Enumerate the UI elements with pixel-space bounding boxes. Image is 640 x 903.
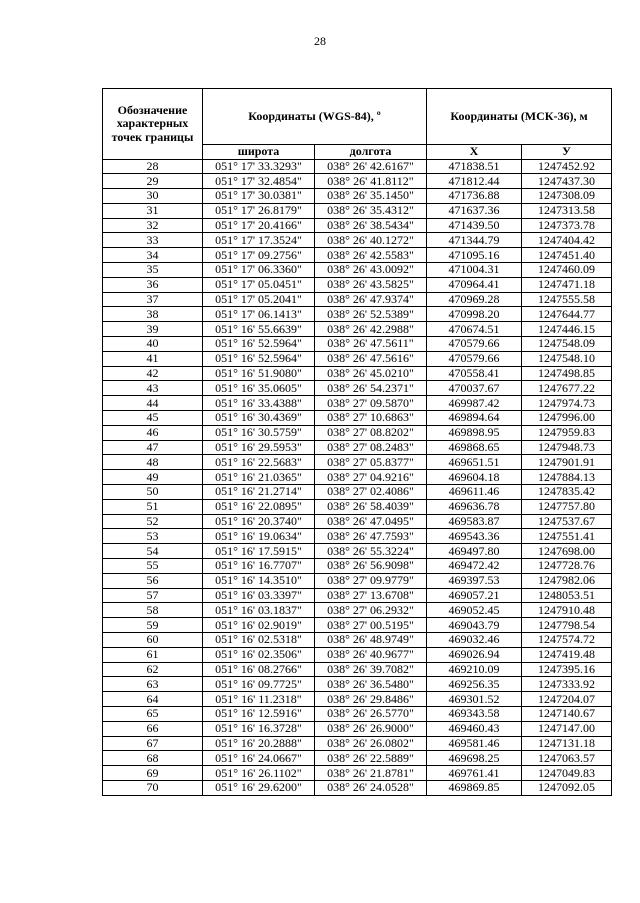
longitude-cell: 038° 26' 21.8781" — [315, 766, 427, 781]
point-id-cell: 65 — [103, 706, 203, 721]
table-row — [103, 233, 612, 248]
latitude-cell: 051° 16' 21.0365" — [203, 470, 315, 485]
latitude-cell: 051° 17' 06.3360" — [203, 263, 315, 278]
table-row — [103, 573, 612, 588]
y-cell: 1247404.42 — [522, 233, 612, 248]
y-cell: 1247373.78 — [522, 218, 612, 233]
longitude-cell: 038° 26' 47.5616" — [315, 351, 427, 366]
table-row — [103, 499, 612, 514]
table-row — [103, 647, 612, 662]
y-cell: 1247451.40 — [522, 248, 612, 263]
point-id-cell: 58 — [103, 603, 203, 618]
x-cell: 469057.21 — [427, 588, 522, 603]
point-id-cell: 33 — [103, 233, 203, 248]
x-cell: 471838.51 — [427, 159, 522, 174]
x-cell: 469636.78 — [427, 499, 522, 514]
y-cell: 1247959.83 — [522, 425, 612, 440]
longitude-cell: 038° 27' 04.9216" — [315, 470, 427, 485]
y-cell: 1247548.10 — [522, 351, 612, 366]
latitude-cell: 051° 16' 52.5964" — [203, 351, 315, 366]
header-msk36-coordinates: Координаты (МСК-36), м — [427, 89, 612, 145]
y-cell: 1247644.77 — [522, 307, 612, 322]
latitude-cell: 051° 16' 22.5683" — [203, 455, 315, 470]
y-cell: 1247551.41 — [522, 529, 612, 544]
y-cell: 1247460.09 — [522, 263, 612, 278]
y-cell: 1247498.85 — [522, 366, 612, 381]
longitude-cell: 038° 26' 42.2988" — [315, 322, 427, 337]
longitude-cell: 038° 26' 52.5389" — [315, 307, 427, 322]
latitude-cell: 051° 16' 30.4369" — [203, 411, 315, 426]
longitude-cell: 038° 26' 43.0092" — [315, 263, 427, 278]
y-cell: 1247452.92 — [522, 159, 612, 174]
x-cell: 471736.88 — [427, 189, 522, 204]
latitude-cell: 051° 16' 20.2888" — [203, 736, 315, 751]
table-row — [103, 411, 612, 426]
y-cell: 1247313.58 — [522, 203, 612, 218]
y-cell: 1247555.58 — [522, 292, 612, 307]
x-cell: 469869.85 — [427, 780, 522, 795]
header-y: У — [522, 145, 612, 160]
table-row — [103, 529, 612, 544]
table-row — [103, 751, 612, 766]
point-id-cell: 54 — [103, 544, 203, 559]
x-cell: 470037.67 — [427, 381, 522, 396]
longitude-cell: 038° 27' 02.4086" — [315, 485, 427, 500]
longitude-cell: 038° 26' 56.9098" — [315, 559, 427, 574]
y-cell: 1247974.73 — [522, 396, 612, 411]
longitude-cell: 038° 27' 10.6863" — [315, 411, 427, 426]
x-cell: 471439.50 — [427, 218, 522, 233]
point-id-cell: 61 — [103, 647, 203, 662]
point-id-cell: 31 — [103, 203, 203, 218]
table-row — [103, 677, 612, 692]
point-id-cell: 69 — [103, 766, 203, 781]
x-cell: 469043.79 — [427, 618, 522, 633]
table-row — [103, 337, 612, 352]
table-row — [103, 322, 612, 337]
point-id-cell: 32 — [103, 218, 203, 233]
longitude-cell: 038° 27' 08.2483" — [315, 440, 427, 455]
x-cell: 469343.58 — [427, 706, 522, 721]
x-cell: 469301.52 — [427, 692, 522, 707]
x-cell: 469604.18 — [427, 470, 522, 485]
x-cell: 471004.31 — [427, 263, 522, 278]
table-row — [103, 248, 612, 263]
longitude-cell: 038° 26' 26.9000" — [315, 721, 427, 736]
table-row — [103, 425, 612, 440]
x-cell: 469460.43 — [427, 721, 522, 736]
table-row — [103, 218, 612, 233]
table-row — [103, 381, 612, 396]
y-cell: 1247548.09 — [522, 337, 612, 352]
table-row — [103, 159, 612, 174]
longitude-cell: 038° 27' 09.9779" — [315, 573, 427, 588]
point-id-cell: 37 — [103, 292, 203, 307]
y-cell: 1247308.09 — [522, 189, 612, 204]
coordinates-table — [102, 88, 612, 796]
latitude-cell: 051° 16' 20.3740" — [203, 514, 315, 529]
y-cell: 1247996.00 — [522, 411, 612, 426]
longitude-cell: 038° 26' 47.5611" — [315, 337, 427, 352]
longitude-cell: 038° 26' 48.9749" — [315, 633, 427, 648]
latitude-cell: 051° 16' 33.4388" — [203, 396, 315, 411]
latitude-cell: 051° 16' 16.7707" — [203, 559, 315, 574]
y-cell: 1247677.22 — [522, 381, 612, 396]
point-id-cell: 46 — [103, 425, 203, 440]
table-row — [103, 455, 612, 470]
point-id-cell: 45 — [103, 411, 203, 426]
table-row — [103, 189, 612, 204]
latitude-cell: 051° 16' 29.5953" — [203, 440, 315, 455]
y-cell: 1247471.18 — [522, 277, 612, 292]
longitude-cell: 038° 26' 58.4039" — [315, 499, 427, 514]
latitude-cell: 051° 17' 05.0451" — [203, 277, 315, 292]
longitude-cell: 038° 26' 29.8486" — [315, 692, 427, 707]
point-id-cell: 48 — [103, 455, 203, 470]
y-cell: 1247204.07 — [522, 692, 612, 707]
point-id-cell: 51 — [103, 499, 203, 514]
x-cell: 469256.35 — [427, 677, 522, 692]
x-cell: 469894.64 — [427, 411, 522, 426]
point-id-cell: 70 — [103, 780, 203, 795]
longitude-cell: 038° 26' 22.5889" — [315, 751, 427, 766]
longitude-cell: 038° 26' 47.7593" — [315, 529, 427, 544]
y-cell: 1247049.83 — [522, 766, 612, 781]
y-cell: 1247437.30 — [522, 174, 612, 189]
y-cell: 1247798.54 — [522, 618, 612, 633]
y-cell: 1247395.16 — [522, 662, 612, 677]
y-cell: 1247574.72 — [522, 633, 612, 648]
x-cell: 469210.09 — [427, 662, 522, 677]
point-id-cell: 52 — [103, 514, 203, 529]
latitude-cell: 051° 16' 09.7725" — [203, 677, 315, 692]
latitude-cell: 051° 16' 22.0895" — [203, 499, 315, 514]
point-id-cell: 60 — [103, 633, 203, 648]
table-row — [103, 292, 612, 307]
longitude-cell: 038° 26' 42.6167" — [315, 159, 427, 174]
latitude-cell: 051° 17' 33.3293" — [203, 159, 315, 174]
x-cell: 471344.79 — [427, 233, 522, 248]
longitude-cell: 038° 26' 38.5434" — [315, 218, 427, 233]
x-cell: 470969.28 — [427, 292, 522, 307]
latitude-cell: 051° 16' 02.5318" — [203, 633, 315, 648]
header-x: X — [427, 145, 522, 160]
y-cell: 1247147.00 — [522, 721, 612, 736]
point-id-cell: 36 — [103, 277, 203, 292]
latitude-cell: 051° 16' 12.5916" — [203, 706, 315, 721]
latitude-cell: 051° 16' 17.5915" — [203, 544, 315, 559]
point-id-cell: 56 — [103, 573, 203, 588]
table-row — [103, 263, 612, 278]
latitude-cell: 051° 17' 32.4854" — [203, 174, 315, 189]
latitude-cell: 051° 16' 19.0634" — [203, 529, 315, 544]
longitude-cell: 038° 27' 00.5195" — [315, 618, 427, 633]
table-row — [103, 396, 612, 411]
y-cell: 1247446.15 — [522, 322, 612, 337]
longitude-cell: 038° 27' 05.8377" — [315, 455, 427, 470]
point-id-cell: 41 — [103, 351, 203, 366]
latitude-cell: 051° 17' 20.4166" — [203, 218, 315, 233]
x-cell: 469472.42 — [427, 559, 522, 574]
latitude-cell: 051° 17' 09.2756" — [203, 248, 315, 263]
point-id-cell: 29 — [103, 174, 203, 189]
longitude-cell: 038° 27' 13.6708" — [315, 588, 427, 603]
longitude-cell: 038° 26' 47.9374" — [315, 292, 427, 307]
table-row — [103, 366, 612, 381]
x-cell: 469543.36 — [427, 529, 522, 544]
latitude-cell: 051° 16' 02.9019" — [203, 618, 315, 633]
table-row — [103, 514, 612, 529]
x-cell: 470579.66 — [427, 351, 522, 366]
longitude-cell: 038° 27' 09.5870" — [315, 396, 427, 411]
latitude-cell: 051° 16' 55.6639" — [203, 322, 315, 337]
point-id-cell: 49 — [103, 470, 203, 485]
point-id-cell: 30 — [103, 189, 203, 204]
longitude-cell: 038° 26' 40.1272" — [315, 233, 427, 248]
table-row — [103, 544, 612, 559]
table-row — [103, 559, 612, 574]
latitude-cell: 051° 16' 24.0667" — [203, 751, 315, 766]
latitude-cell: 051° 17' 17.3524" — [203, 233, 315, 248]
longitude-cell: 038° 26' 35.1450" — [315, 189, 427, 204]
x-cell: 469698.25 — [427, 751, 522, 766]
y-cell: 1247131.18 — [522, 736, 612, 751]
latitude-cell: 051° 16' 30.5759" — [203, 425, 315, 440]
table-row — [103, 174, 612, 189]
y-cell: 1247910.48 — [522, 603, 612, 618]
x-cell: 470558.41 — [427, 366, 522, 381]
y-cell: 1247092.05 — [522, 780, 612, 795]
longitude-cell: 038° 26' 45.0210" — [315, 366, 427, 381]
y-cell: 1247982.06 — [522, 573, 612, 588]
table-row — [103, 618, 612, 633]
x-cell: 469497.80 — [427, 544, 522, 559]
point-id-cell: 64 — [103, 692, 203, 707]
longitude-cell: 038° 26' 41.8112" — [315, 174, 427, 189]
latitude-cell: 051° 16' 11.2318" — [203, 692, 315, 707]
x-cell: 469611.46 — [427, 485, 522, 500]
latitude-cell: 051° 16' 14.3510" — [203, 573, 315, 588]
table-row — [103, 633, 612, 648]
x-cell: 470998.20 — [427, 307, 522, 322]
y-cell: 1247835.42 — [522, 485, 612, 500]
header-boundary-point: Обозначение характерных точек границы — [103, 89, 203, 160]
y-cell: 1247757.80 — [522, 499, 612, 514]
longitude-cell: 038° 26' 47.0495" — [315, 514, 427, 529]
x-cell: 469581.46 — [427, 736, 522, 751]
table-row — [103, 721, 612, 736]
x-cell: 469651.51 — [427, 455, 522, 470]
point-id-cell: 47 — [103, 440, 203, 455]
table-row — [103, 588, 612, 603]
y-cell: 1248053.51 — [522, 588, 612, 603]
table-row — [103, 470, 612, 485]
table-row — [103, 485, 612, 500]
point-id-cell: 35 — [103, 263, 203, 278]
longitude-cell: 038° 27' 06.2932" — [315, 603, 427, 618]
x-cell: 469898.95 — [427, 425, 522, 440]
header-wgs84-coordinates: Координаты (WGS-84), º — [203, 89, 427, 145]
longitude-cell: 038° 26' 24.0528" — [315, 780, 427, 795]
latitude-cell: 051° 17' 26.8179" — [203, 203, 315, 218]
y-cell: 1247728.76 — [522, 559, 612, 574]
longitude-cell: 038° 26' 26.0802" — [315, 736, 427, 751]
table-row — [103, 766, 612, 781]
table-row — [103, 440, 612, 455]
longitude-cell: 038° 26' 55.3224" — [315, 544, 427, 559]
x-cell: 469397.53 — [427, 573, 522, 588]
x-cell: 470579.66 — [427, 337, 522, 352]
latitude-cell: 051° 16' 03.1837" — [203, 603, 315, 618]
x-cell: 469761.41 — [427, 766, 522, 781]
point-id-cell: 55 — [103, 559, 203, 574]
x-cell: 469026.94 — [427, 647, 522, 662]
point-id-cell: 40 — [103, 337, 203, 352]
y-cell: 1247333.92 — [522, 677, 612, 692]
x-cell: 469052.45 — [427, 603, 522, 618]
latitude-cell: 051° 17' 05.2041" — [203, 292, 315, 307]
x-cell: 470964.41 — [427, 277, 522, 292]
y-cell: 1247063.57 — [522, 751, 612, 766]
table-row — [103, 351, 612, 366]
y-cell: 1247140.67 — [522, 706, 612, 721]
latitude-cell: 051° 16' 51.9080" — [203, 366, 315, 381]
latitude-cell: 051° 16' 03.3397" — [203, 588, 315, 603]
page-number: 28 — [314, 34, 326, 48]
y-cell: 1247419.48 — [522, 647, 612, 662]
longitude-cell: 038° 26' 43.5825" — [315, 277, 427, 292]
table-row — [103, 736, 612, 751]
table-row — [103, 603, 612, 618]
x-cell: 469987.42 — [427, 396, 522, 411]
point-id-cell: 28 — [103, 159, 203, 174]
longitude-cell: 038° 26' 40.9677" — [315, 647, 427, 662]
x-cell: 471812.44 — [427, 174, 522, 189]
table-row — [103, 662, 612, 677]
point-id-cell: 53 — [103, 529, 203, 544]
longitude-cell: 038° 27' 08.8202" — [315, 425, 427, 440]
latitude-cell: 051° 16' 02.3506" — [203, 647, 315, 662]
longitude-cell: 038° 26' 26.5770" — [315, 706, 427, 721]
table-row — [103, 706, 612, 721]
x-cell: 469868.65 — [427, 440, 522, 455]
latitude-cell: 051° 16' 35.0605" — [203, 381, 315, 396]
table-row — [103, 307, 612, 322]
table-row — [103, 203, 612, 218]
y-cell: 1247698.00 — [522, 544, 612, 559]
y-cell: 1247901.91 — [522, 455, 612, 470]
latitude-cell: 051° 17' 06.1413" — [203, 307, 315, 322]
y-cell: 1247537.67 — [522, 514, 612, 529]
point-id-cell: 43 — [103, 381, 203, 396]
table-row — [103, 692, 612, 707]
latitude-cell: 051° 16' 16.3728" — [203, 721, 315, 736]
latitude-cell: 051° 16' 52.5964" — [203, 337, 315, 352]
point-id-cell: 34 — [103, 248, 203, 263]
table-body — [103, 159, 612, 795]
point-id-cell: 50 — [103, 485, 203, 500]
point-id-cell: 63 — [103, 677, 203, 692]
x-cell: 469032.46 — [427, 633, 522, 648]
y-cell: 1247948.73 — [522, 440, 612, 455]
point-id-cell: 59 — [103, 618, 203, 633]
header-latitude: широта — [203, 145, 315, 160]
latitude-cell: 051° 17' 30.0381" — [203, 189, 315, 204]
latitude-cell: 051° 16' 21.2714" — [203, 485, 315, 500]
latitude-cell: 051° 16' 08.2766" — [203, 662, 315, 677]
point-id-cell: 67 — [103, 736, 203, 751]
longitude-cell: 038° 26' 36.5480" — [315, 677, 427, 692]
point-id-cell: 68 — [103, 751, 203, 766]
longitude-cell: 038° 26' 54.2371" — [315, 381, 427, 396]
point-id-cell: 62 — [103, 662, 203, 677]
point-id-cell: 44 — [103, 396, 203, 411]
header-longitude: долгота — [315, 145, 427, 160]
longitude-cell: 038° 26' 42.5583" — [315, 248, 427, 263]
x-cell: 471637.36 — [427, 203, 522, 218]
y-cell: 1247884.13 — [522, 470, 612, 485]
table-row — [103, 780, 612, 795]
longitude-cell: 038° 26' 35.4312" — [315, 203, 427, 218]
latitude-cell: 051° 16' 29.6200" — [203, 780, 315, 795]
point-id-cell: 57 — [103, 588, 203, 603]
longitude-cell: 038° 26' 39.7082" — [315, 662, 427, 677]
latitude-cell: 051° 16' 26.1102" — [203, 766, 315, 781]
x-cell: 471095.16 — [427, 248, 522, 263]
point-id-cell: 66 — [103, 721, 203, 736]
x-cell: 469583.87 — [427, 514, 522, 529]
point-id-cell: 42 — [103, 366, 203, 381]
point-id-cell: 39 — [103, 322, 203, 337]
table-row — [103, 277, 612, 292]
x-cell: 470674.51 — [427, 322, 522, 337]
point-id-cell: 38 — [103, 307, 203, 322]
